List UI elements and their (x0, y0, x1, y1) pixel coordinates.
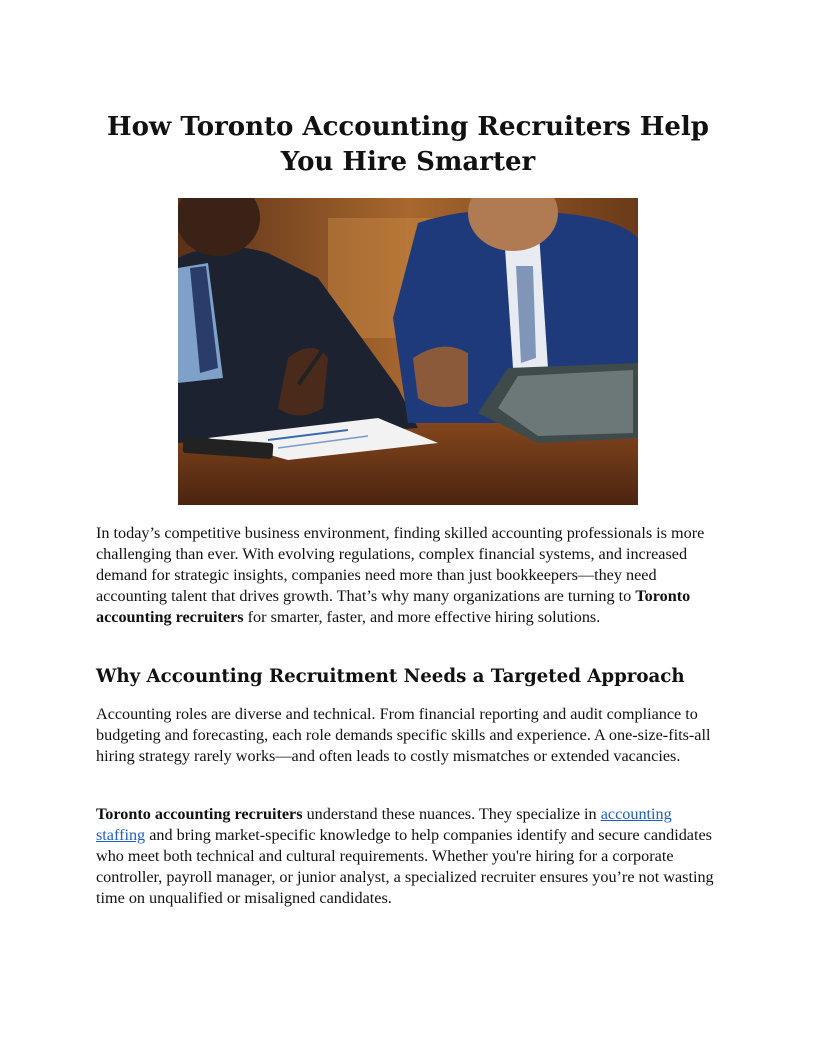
article-photo (178, 198, 638, 505)
recruiters-paragraph (96, 804, 720, 909)
intro-text-b: for smarter, faster, and more effective hiring solutions. (243, 608, 601, 626)
accounting-staffing-link[interactable]: accounting staffing (96, 805, 672, 844)
recruiters-bold-keyword: Toronto accounting recruiters (96, 805, 303, 823)
intro-paragraph (96, 523, 720, 628)
recruiters-text-b: and bring market-specific knowledge to help companies identify and secure candidates who meet both technical and cultural requirements. Whether you're hiring for a corporate controller, payroll manager, or junior analyst, a specialized recruiter ensures you’re not wasting time on unqualified or misaligned candidates. (96, 826, 714, 907)
recruiters-text-a: understand these nuances. They specialize in (302, 805, 601, 823)
intro-text-a: In today’s competitive business environment, finding skilled accounting professionals is more challenging than ever. With evolving regulations, complex financial systems, and increased demand for strategic insights, companies need more than just bookkeepers—they need accounting talent that drives growth. That’s why many organizations are turning to (96, 524, 705, 605)
title-line-2: You Hire Smarter (280, 147, 536, 177)
section-heading: Why Accounting Recruitment Needs a Targeted Approach (96, 666, 685, 687)
roles-paragraph: Accounting roles are diverse and technical. From financial reporting and audit compliance to budgeting and forecasting, each role demands specific skills and experience. A one-size-fits-all hiring strategy rarely works—and often leads to costly mismatches or extended vacancies. (96, 705, 711, 765)
intro-bold-keyword: Toronto accounting recruiters (96, 587, 691, 626)
title-line-1: How Toronto Accounting Recruiters Help (107, 112, 709, 142)
page-title (0, 110, 816, 180)
